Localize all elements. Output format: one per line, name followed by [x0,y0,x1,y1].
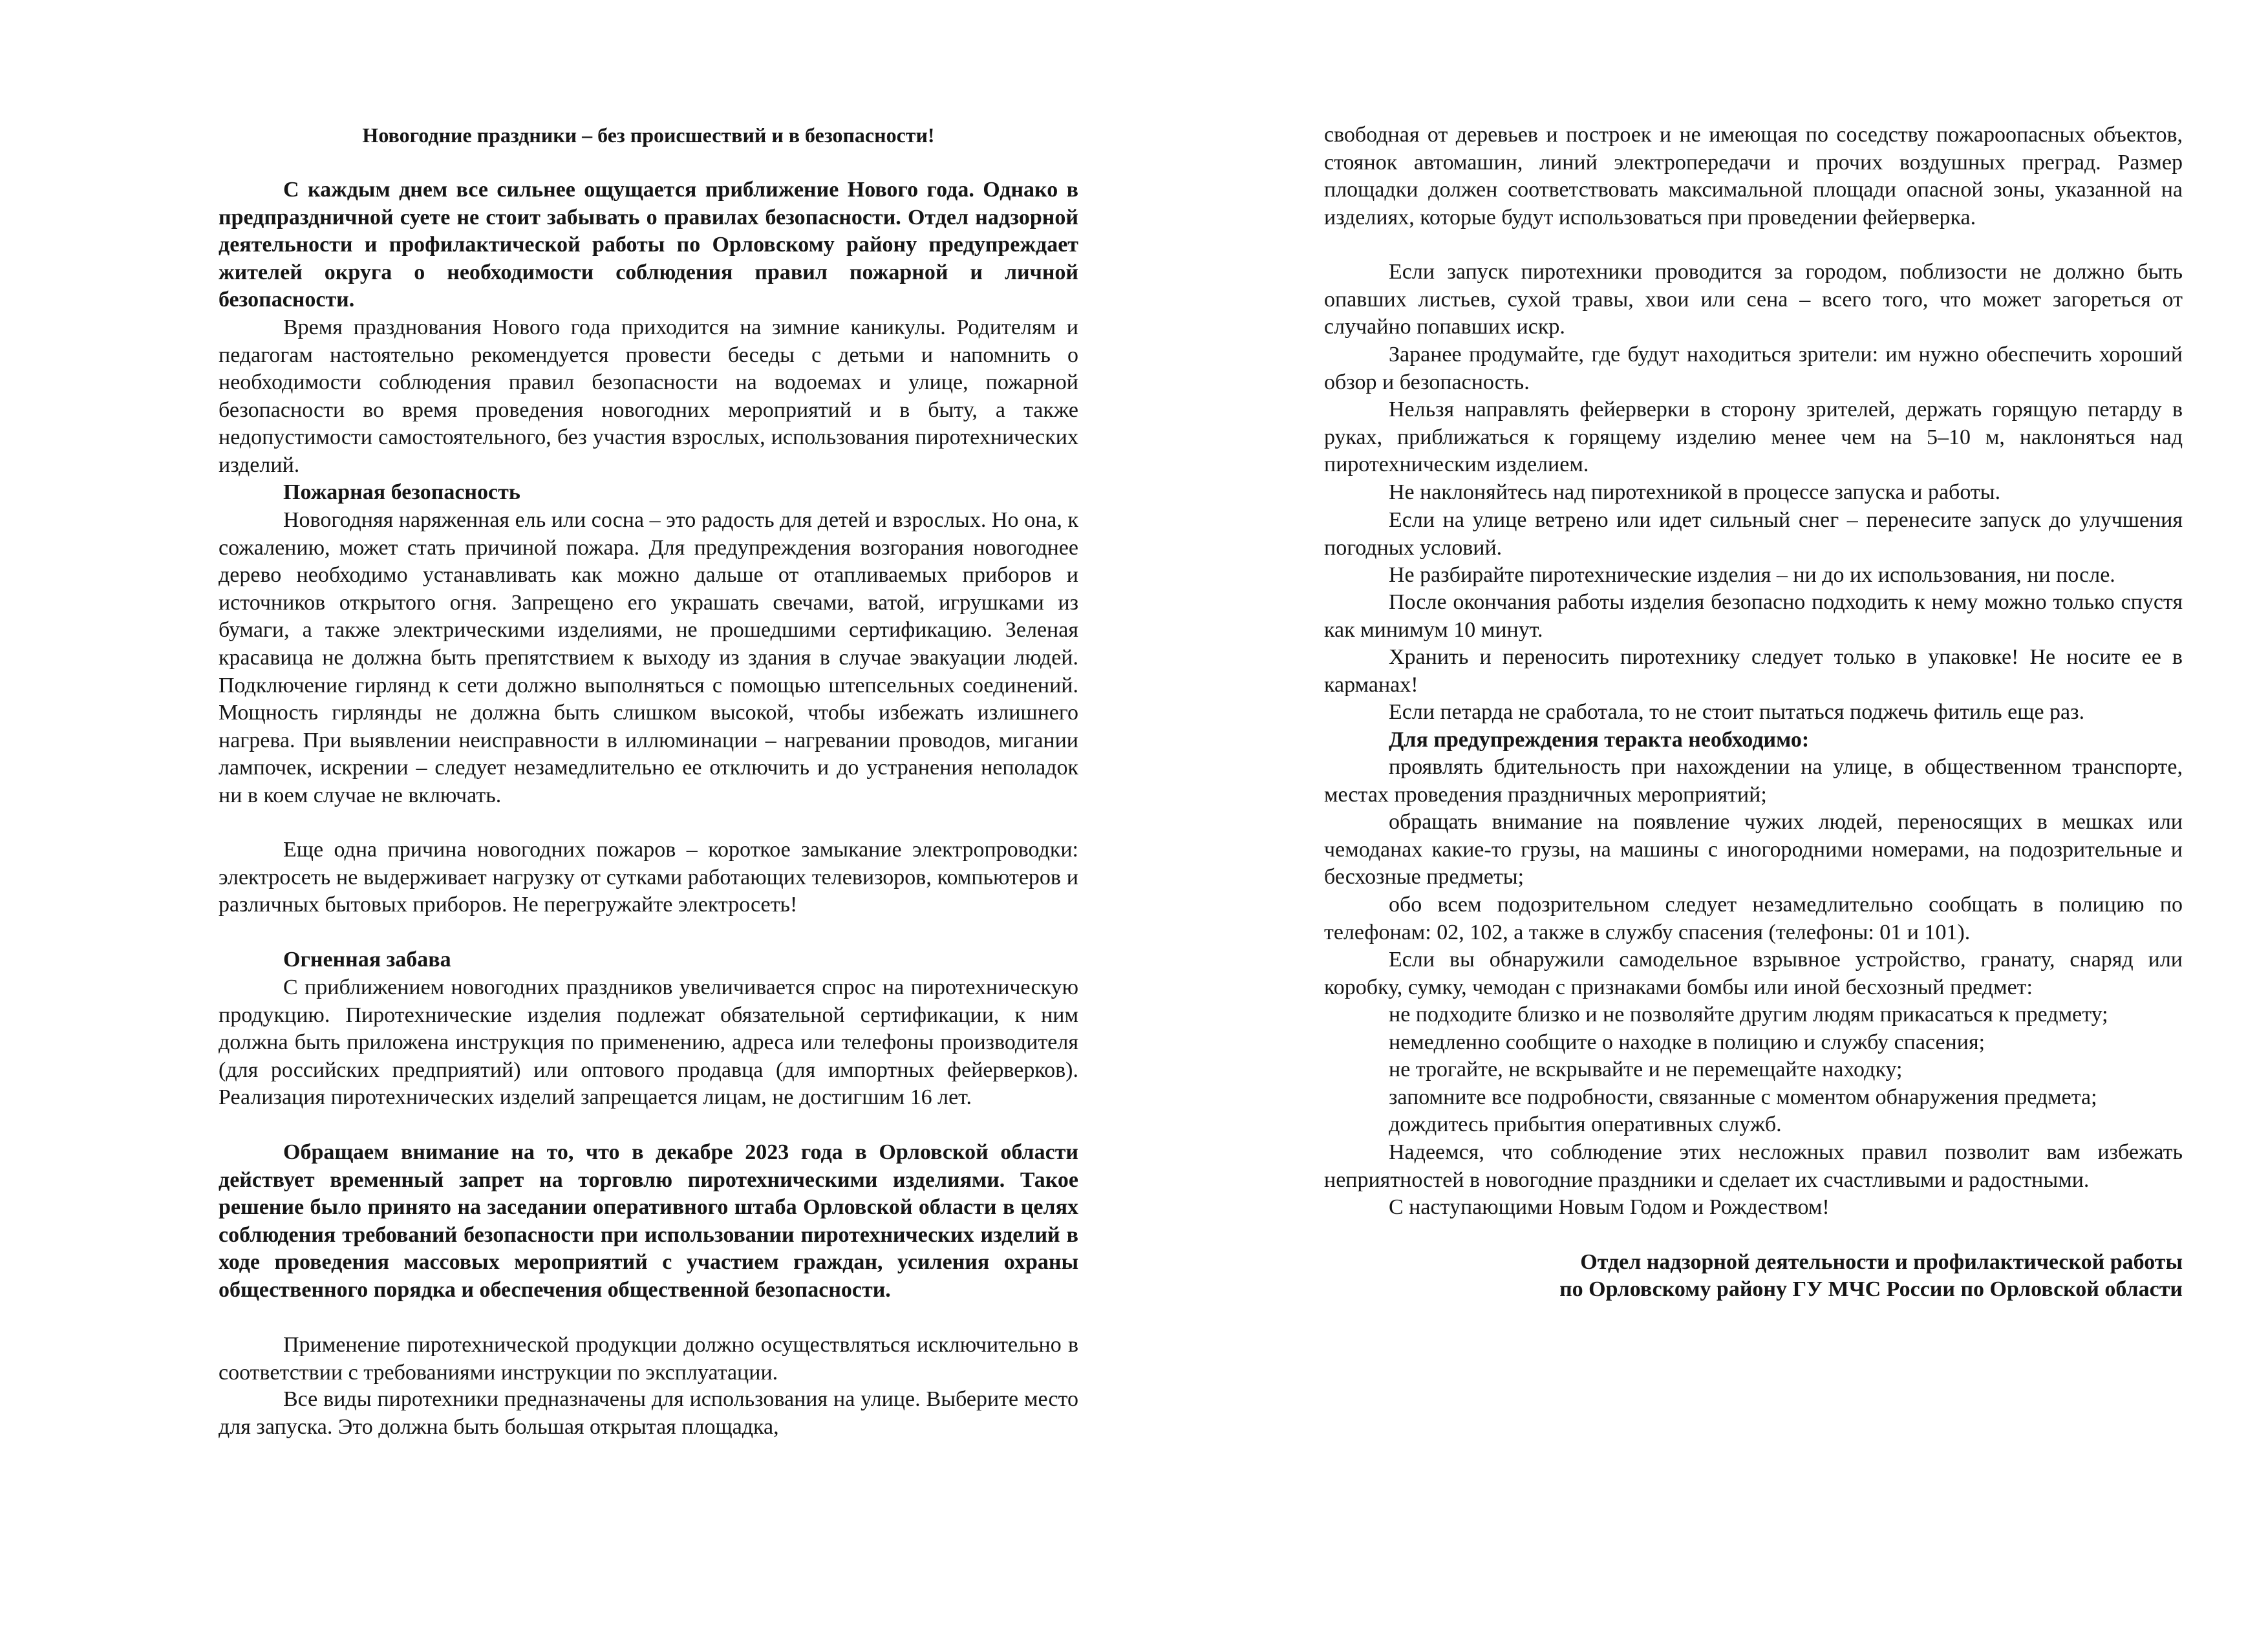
report-paragraph: обо всем подозрительном следует незамедлительно сообщать в полицию по телефонам: 02, 102, а также в службу спасения (телефоны: 01 и 101). [1324,893,2183,944]
intro-paragraph: С каждым днем все сильнее ощущается приближение Нового года. Однако в предпраздничной суете не стоит забывать о правилах безопасности. Отдел надзорной деятельности и профилактической работы по Орловскому району предупреждает жителей округа о необходимости соблюдения правил пожарной и личной безопасности. [219,178,1078,312]
spectators-paragraph: Заранее продумайте, где будут находиться зрители: им нужно обеспечить хороший обзор и безопасность. [1324,343,2183,394]
outdoor-paragraph: Все виды пиротехники предназначены для использования на улице. Выберите место для запуска. Это должна быть большая открытая площадка, [219,1387,1078,1439]
holidays-paragraph: Время празднования Нового года приходится на зимние каникулы. Родителям и педагогам настоятельно рекомендуется провести беседы с детьми и напомнить о необходимости соблюдения правил безопасности на водоемах и улице, пожарной безопасности во время проведения новогодних мероприятий и в быту, а также недопустимости самостоятельного, без участия взрослых, использования пиротехнических изделий. [219,315,1078,477]
signature-line-1: Отдел надзорной деятельности и профилактической работы [1580,1250,2183,1274]
wiring-paragraph: Еще одна причина новогодних пожаров – короткое замыкание электропроводки: электросеть не выдерживает нагрузку от сутками работающих телевизоров, компьютеров и различных бытовых приборов. Не перегружайте электросеть! [219,838,1078,917]
dont-aim-paragraph: Нельзя направлять фейерверки в сторону зрителей, держать горящую петарду в руках, приближаться к горящему изделию менее чем на 5–10 м, наклоняться над пиротехническим изделием. [1324,398,2183,477]
vigilance-paragraph: проявлять бдительность при нахождении на улице, в общественном транспорте, местах проведения праздничных мероприятий; [1324,755,2183,807]
usage-paragraph: Применение пиротехнической продукции должно осуществляться исключительно в соответствии с требованиями инструкции по эксплуатации. [219,1333,1078,1385]
list-item: дождитесь прибытия оперативных служб. [1389,1112,1782,1136]
list-item: немедленно сообщите о находке в полицию и службу спасения; [1389,1030,1985,1054]
tree-paragraph: Новогодняя наряженная ель или сосна – это радость для детей и взрослых. Но она, к сожалению, может стать причиной пожара. Для предупреждения возгорания новогоднее дерево необходимо устанавливать как можно дальше от отапливаемых приборов и источников открытого огня. Запрещено его украшать свечами, ватой, игрушками из бумаги, а также электрическими изделиями, не прошедшими сертификацию. Зеленая красавица не должна быть препятствием к выходу из здания в случае эвакуации людей. Подключение гирлянд к сети должно выполняться с помощью штепсельных соединений. Мощность гирлянды не должна быть слишком высокой, чтобы избежать излишнего нагрева. При выявлении неисправности в иллюминации – нагревании проводов, мигании лампочек, искрении – следует незамедлительно ее отключить и до устранения неполадок ни в коем случае не включать. [219,508,1078,807]
signature-line-2: по Орловскому району ГУ МЧС России по Орловской области [1559,1277,2183,1301]
demand-paragraph: С приближением новогодних праздников увеличивается спрос на пиротехническую продукцию. Пиротехнические изделия подлежат обязательной сертификации, к ним должна быть приложена инструкция по применению, адреса или телефоны производителя (для российских предприятий) или оптового продавца (для импортных фейерверков). Реализация пиротехнических изделий запрещается лицам, не достигшим 16 лет. [219,975,1078,1110]
found-object-paragraph: Если вы обнаружили самодельное взрывное устройство, гранату, снаряд или коробку, сумку, чемодан с признаками бомбы или иной бесхозный предмет: [1324,948,2183,999]
greeting-paragraph: С наступающими Новым Годом и Рождеством! [1389,1195,1830,1219]
list-item: не трогайте, не вскрывайте и не перемещайте находку; [1389,1058,1903,1081]
disassemble-paragraph: Не разбирайте пиротехнические изделия – ни до их использования, ни после. [1389,563,2115,587]
attention-paragraph: обращать внимание на появление чужих людей, переносящих в мешках или чемоданах какие-то грузы, на машины с иногородними номерами, на подозрительные и бесхозные предметы; [1324,810,2183,889]
dont-lean-paragraph: Не наклоняйтесь над пиротехникой в процессе запуска и работы. [1389,480,2001,504]
misfire-paragraph: Если петарда не сработала, то не стоит пытаться поджечь фитиль еще раз. [1389,700,2085,724]
list-item: не подходите близко и не позволяйте другим людям прикасаться к предмету; [1389,1003,2108,1027]
list-item: запомните все подробности, связанные с моментом обнаружения предмета; [1389,1085,2097,1109]
wait-paragraph: После окончания работы изделия безопасно подходить к нему можно только спустя как минимум 10 минут. [1324,590,2183,642]
fire-fun-heading: Огненная забава [283,948,451,972]
outside-city-paragraph: Если запуск пиротехники проводится за городом, поблизости не должно быть опавших листьев, сухой травы, хвои или сена – всего того, что может загореться от случайно попавших искр. [1324,260,2183,339]
store-paragraph: Хранить и переносить пиротехнику следует только в упаковке! Не носите ее в карманах! [1324,645,2183,697]
ban-paragraph: Обращаем внимание на то, что в декабре 2023 года в Орловской области действует временный запрет на торговлю пиротехническими изделиями. Такое решение было принято на заседании оперативного штаба Орловской области в целях соблюдения требований безопасности при использовании пиротехнических изделий в ходе проведения массовых мероприятий с участием граждан, усиления охраны общественного порядка и обеспечения общественной безопасности. [219,1140,1078,1302]
wind-paragraph: Если на улице ветрено или идет сильный снег – перенесите запуск до улучшения погодных условий. [1324,508,2183,560]
fire-safety-heading: Пожарная безопасность [283,480,520,504]
site-paragraph: свободная от деревьев и построек и не имеющая по соседству пожароопасных объектов, стоянок автомашин, линий электропередачи и прочих воздушных преград. Размер площадки должен соответствовать максимальной площади опасной зоны, указанной на изделиях, которые будут использоваться при проведении фейерверка. [1324,123,2183,229]
terror-heading: Для предупреждения теракта необходимо: [1389,728,1810,752]
hope-paragraph: Надеемся, что соблюдение этих несложных правил позволит вам избежать неприятностей в новогодние праздники и сделает их счастливыми и радостными. [1324,1140,2183,1192]
document-title: Новогодние праздники – без происшествий и в безопасности! [362,123,935,147]
